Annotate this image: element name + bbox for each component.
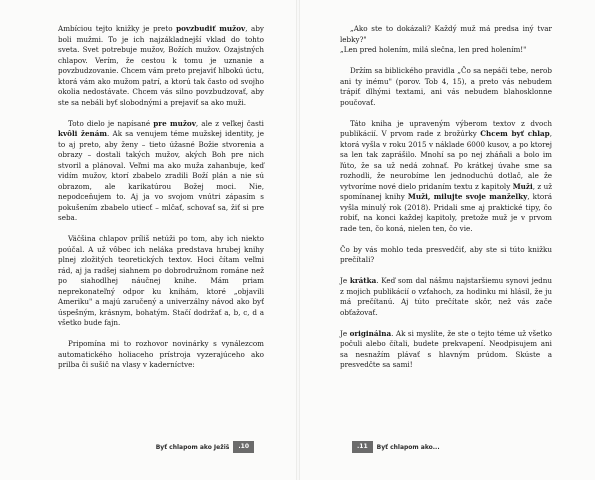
text-run: , aby boli mužmi. To je ich najzákladnejší vklad do tohto sveta. Svet potrebuje mužov, Božích mužov. Ozajstných chlapov. Verím, že cestou k tomu je uznanie a povzbudzovanie. Chcem vám preto prejaviť hlbokú úctu, ktorá vám ako mužom patrí, a ktorú tak často od svojho okolia nedostávate. Chcem vás silno povzbudzovať, aby ste sa nebáli byť slobodnými a prejaviť sa ako muži. bbox=[58, 24, 264, 107]
text-run: . Ak sa venujem téme mužskej identity, je to aj preto, aby ženy – tieto úžasné Božie stvorenia a obrazy – dostali takých mužov, akých Boh pre nich stvoril a plánoval. Veľmi ma ako muža zahanbuje, keď vidím mužov, ktorí zbabelo zradili Boží plán a nie sú obrazom, ale karikatúrou Božej moci. Nie, nepodceňujem to. Aj ja vo svojom vnútri zápasím s pokušením zbabelo utiecť – mlčať, schovať sa, žiť si pre seba. bbox=[58, 129, 264, 222]
paragraph bbox=[340, 119, 552, 235]
text-run: „Ako ste to dokázali? Každý muž má predsa iný tvar lebky?" bbox=[340, 24, 552, 44]
paragraph bbox=[340, 276, 552, 318]
bold-text: Muži, milujte svoje manželky bbox=[407, 192, 528, 201]
right-page-footer bbox=[348, 441, 440, 453]
text-run: Je bbox=[340, 328, 350, 338]
paragraph bbox=[58, 234, 264, 329]
running-title: Byť chlapom ako Ježiš bbox=[155, 443, 230, 451]
text-run: . Keď som dal nášmu najstaršiemu synovi jednu z mojich publikácií o vzťahoch, za hodinku mi hlásil, že ju má prečítanú. Aj túto prečítate skôr, než vás zače obťažovať. bbox=[340, 276, 553, 317]
running-title: Byť chlapom ako... bbox=[376, 443, 440, 451]
right-page bbox=[300, 0, 595, 480]
paragraph bbox=[340, 329, 552, 371]
text-run: , ale z veľkej časti bbox=[195, 118, 264, 128]
bold-text: Muži bbox=[512, 181, 533, 191]
bold-text: krátka bbox=[349, 276, 377, 285]
text-run: , ktorá vyšla v roku 2015 v náklade 6000 kusov, a po ktorej sa len tak zaprášilo. Mnohí sa po nej zháňali a bolo im ľúto, že sa už nedá zohnať. Po krátkej úvahe sme sa rozhodli, že neurobíme len jednoduchú dotlač, ale že vytvoríme nové dielo pridaním textu z kapitoly bbox=[340, 129, 553, 191]
text-run: , ktorá vyšla minulý rok (2018). Pridali sme aj praktické tipy, čo robiť, na konci každej kapitoly, pretože muž je v prvom rade ten, čo koná, nielen ten, čo vie. bbox=[340, 192, 552, 233]
paragraph bbox=[340, 24, 552, 56]
page-number: .11 bbox=[352, 441, 373, 453]
paragraph bbox=[58, 339, 264, 371]
text-run: Pripomína mi to rozhovor novinárky s vynálezcom automatického holiaceho prístroja vyzerajúceho ako prilba či sušič na vlasy v kaderníctve: bbox=[58, 339, 264, 369]
left-page bbox=[0, 0, 296, 480]
right-page-text bbox=[340, 24, 552, 381]
bold-text: povzbudiť mužov bbox=[176, 24, 246, 33]
text-run: Väčšina chlapov príliš netúži po tom, aby ich niekto poúčal. A už vôbec ich neláka predstava hrubej knihy plnej zložitých teoretických textov. Hoci čítam veľmi rád, aj ja radšej siahnem po dobrodružnom románe než po siahodlhej náučnej knihe. Mám priam neprekonateľný odpor ku knihám, ktoré „objavili Ameriku" a majú zaručený a univerzálny návod ako byť úspešným, krásnym, bohatým. Stačí dodržať a, b, c, d a všetko bude fajn. bbox=[58, 234, 264, 327]
text-run: . Ak si myslíte, že ste o tejto téme už všetko počuli alebo čítali, budete prekvapení. Neodpisujem ani sa nesnažím plávať s hlavným prúdom. Skúste a presvedčte sa sami! bbox=[340, 328, 553, 369]
text-run: Je bbox=[340, 276, 350, 285]
text-run: , z už spomínanej knihy bbox=[340, 181, 552, 201]
text-run: Ambíciou tejto knižky je preto bbox=[58, 24, 177, 33]
bold-text: originálna bbox=[349, 328, 392, 338]
text-run: Toto dielo je napísané bbox=[68, 118, 154, 128]
text-run: Táto kniha je upraveným výberom textov z dvoch publikácií. V prvom rade z brožúrky bbox=[340, 118, 552, 138]
paragraph bbox=[340, 245, 552, 266]
bold-text: kvôli ženám bbox=[58, 129, 108, 138]
left-page-text bbox=[58, 24, 264, 381]
paragraph bbox=[340, 66, 552, 108]
bold-text: pre mužov bbox=[153, 118, 196, 128]
bold-text: Chcem byť chlap bbox=[480, 129, 550, 138]
page-number: .10 bbox=[233, 441, 254, 453]
text-run: Držím sa biblického pravidla „Čo sa nepáči tebe, nerob ani ty inému" (porov. Tob 4, 15), a preto vás nebudem trápiť dlhými textami, ani vás nebudem blahosklonne poučovať. bbox=[340, 66, 552, 107]
paragraph bbox=[58, 119, 264, 224]
paragraph bbox=[58, 24, 264, 108]
left-page-footer bbox=[156, 441, 258, 453]
text-run: Čo by vás mohlo teda presvedčiť, aby ste si túto knižku prečítali? bbox=[340, 244, 552, 264]
text-run: „Len pred holením, milá slečna, len pred holením!" bbox=[340, 45, 527, 54]
